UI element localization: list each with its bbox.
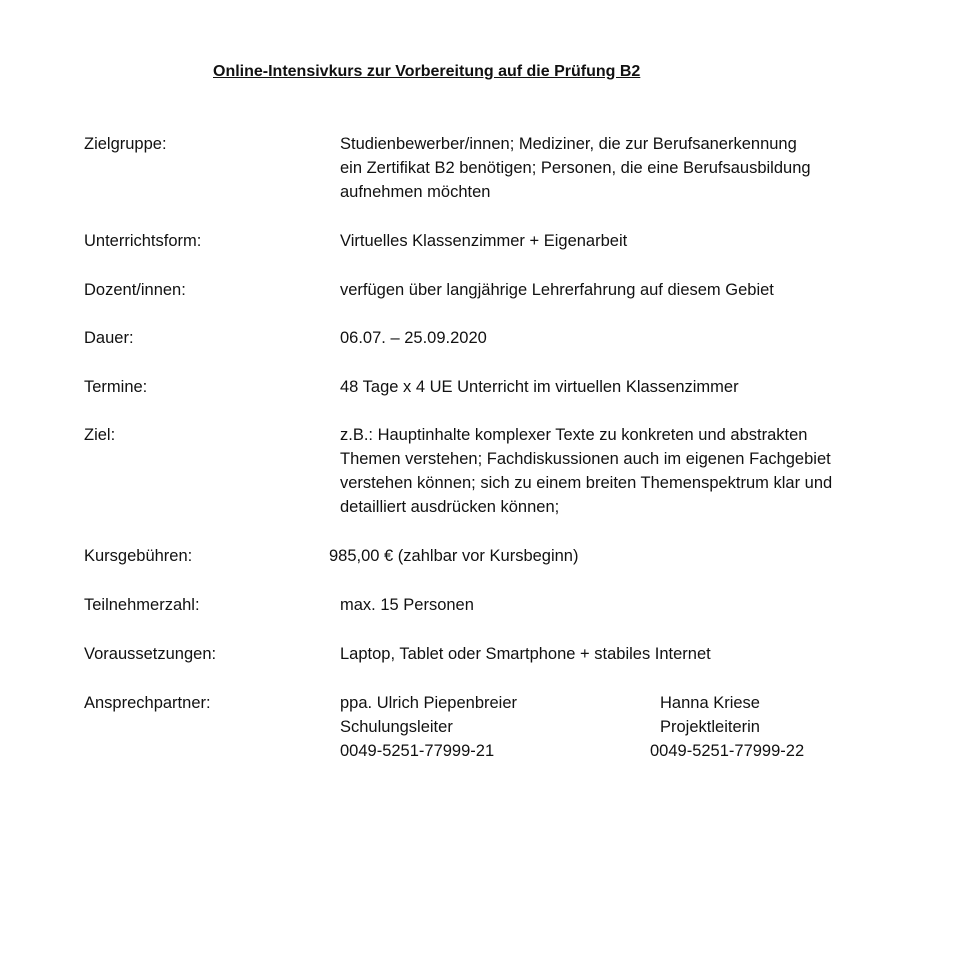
contact-phone: 0049-5251-77999-22: [650, 742, 805, 760]
contact-name: Hanna Kriese: [660, 694, 760, 712]
contact-role: Projektleiterin: [660, 718, 760, 736]
contact-role: Schulungsleiter: [340, 718, 453, 736]
value-line: 985,00 € (zahlbar vor Kursbeginn): [329, 547, 579, 565]
value-line: Themen verstehen; Fachdiskussionen auch im eigenen Fachgebiet: [340, 450, 831, 468]
contact-person-2: [650, 691, 804, 763]
row-value: [340, 423, 900, 519]
row-label: Ziel:: [84, 426, 116, 444]
row-label: Zielgruppe:: [84, 135, 167, 153]
value-line: Studienbewerber/innen; Mediziner, die zur Berufsanerkennung: [340, 135, 797, 153]
row-value: [329, 544, 889, 568]
contact-person-1: [340, 691, 517, 763]
value-line: max. 15 Personen: [340, 596, 474, 614]
value-line: detailliert ausdrücken können;: [340, 498, 560, 516]
row-label: Ansprechpartner:: [84, 694, 211, 712]
row-value: [340, 326, 900, 350]
value-line: z.B.: Hauptinhalte komplexer Texte zu konkreten und abstrakten: [340, 426, 808, 444]
contact-name: ppa. Ulrich Piepenbreier: [340, 694, 518, 712]
row-label: Dauer:: [84, 329, 134, 347]
value-line: Laptop, Tablet oder Smartphone + stabiles Internet: [340, 645, 711, 663]
row-value: [340, 642, 900, 666]
value-line: 48 Tage x 4 UE Unterricht im virtuellen Klassenzimmer: [340, 378, 739, 396]
row-value: [340, 229, 900, 253]
row-label: Dozent/innen:: [84, 281, 186, 299]
row-label: Voraussetzungen:: [84, 645, 217, 663]
row-value: [340, 593, 900, 617]
row-value: [340, 132, 900, 204]
row-label: Teilnehmerzahl:: [84, 596, 200, 614]
value-line: ein Zertifikat B2 benötigen; Personen, die eine Berufsausbildung: [340, 159, 811, 177]
value-line: Virtuelles Klassenzimmer + Eigenarbeit: [340, 232, 628, 250]
value-line: verfügen über langjährige Lehrerfahrung auf diesem Gebiet: [340, 281, 774, 299]
value-line: aufnehmen möchten: [340, 183, 491, 201]
contact-phone: 0049-5251-77999-21: [340, 742, 495, 760]
row-value: [340, 375, 900, 399]
row-label: Kursgebühren:: [84, 547, 193, 565]
value-line: verstehen können; sich zu einem breiten Themenspektrum klar und: [340, 474, 833, 492]
row-label: Unterrichtsform:: [84, 232, 202, 250]
row-value: [340, 278, 900, 302]
row-label: Termine:: [84, 378, 148, 396]
value-line: 06.07. – 25.09.2020: [340, 329, 487, 347]
document-title: Online-Intensivkurs zur Vorbereitung auf die Prüfung B2: [213, 63, 641, 80]
